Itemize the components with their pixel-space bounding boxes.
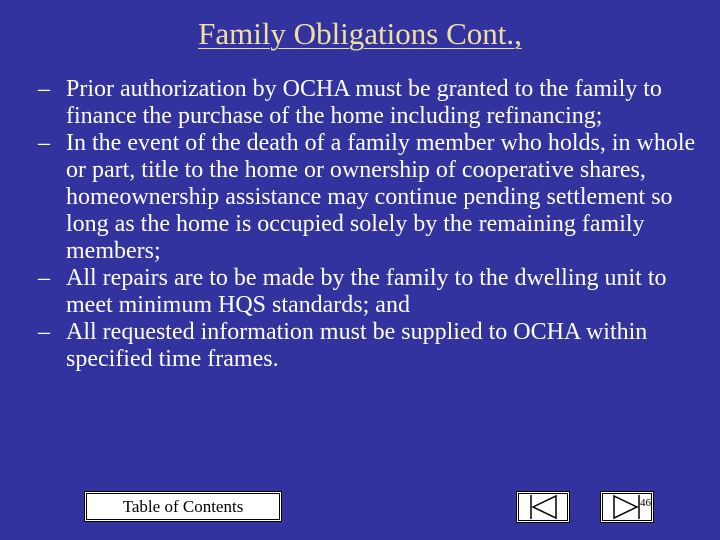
table-of-contents-button[interactable]: Table of Contents: [84, 491, 282, 522]
bullet-text: In the event of the death of a family member who holds, in whole or part, title to the home or ownership of cooperative shares, homeownership assistance may continue pending settlement so long as the home is occupied solely by the remaining family members;: [66, 130, 696, 264]
bullet-item: [38, 76, 706, 130]
bullet-dash: –: [38, 76, 50, 102]
slide-title: Family Obligations Cont.,: [198, 16, 522, 51]
bullet-dash: –: [38, 130, 50, 156]
bullet-list: [38, 76, 706, 373]
bullet-text: All repairs are to be made by the family to the dwelling unit to meet minimum HQS standards; and: [66, 265, 667, 318]
triangle-left-icon: [516, 491, 570, 523]
bullet-text: Prior authorization by OCHA must be granted to the family to finance the purchase of the home including refinancing;: [66, 76, 662, 129]
page-number: 46: [640, 497, 651, 509]
bullet-item: [38, 319, 706, 373]
bullet-dash: –: [38, 319, 50, 345]
bullet-text: All requested information must be supplied to OCHA within specified time frames.: [66, 319, 648, 372]
previous-slide-button[interactable]: [516, 491, 570, 523]
bullet-dash: –: [38, 265, 50, 291]
bullet-item: [38, 130, 706, 265]
bullet-item: [38, 265, 706, 319]
